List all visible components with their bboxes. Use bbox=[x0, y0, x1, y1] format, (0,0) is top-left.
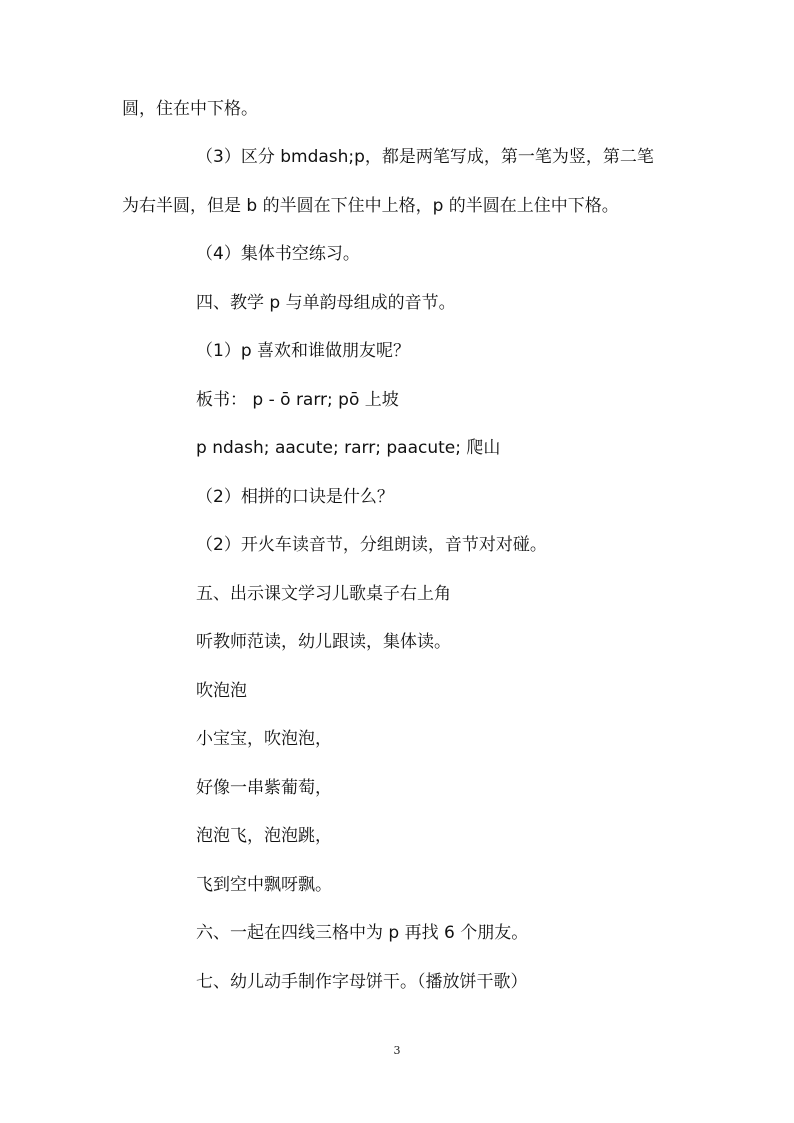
text-line-7: 板书： p - ō rarr; pō 上坡 bbox=[196, 390, 399, 410]
text-line-17: 飞到空中飘呀飘。 bbox=[196, 875, 332, 895]
text-line-9: （2）相拼的口诀是什么？ bbox=[196, 487, 394, 507]
text-line-2: （3）区分 bmdash;p，都是两笔写成，第一笔为竖，第二笔 bbox=[196, 147, 654, 167]
text-line-19: 七、幼儿动手制作字母饼干。（播放饼干歌） bbox=[196, 972, 528, 992]
text-line-15: 好像一串紫葡萄， bbox=[196, 778, 332, 798]
text-line-4: （4）集体书空练习。 bbox=[196, 244, 360, 264]
text-line-6: （1）p 喜欢和谁做朋友呢？ bbox=[196, 341, 411, 361]
text-line-1: 圆，住在中下格。 bbox=[122, 99, 258, 119]
text-line-10: （2）开火车读音节，分组朗读，音节对对碰。 bbox=[196, 535, 547, 555]
text-line-12: 听教师范读，幼儿跟读，集体读。 bbox=[196, 632, 451, 652]
text-line-3: 为右半圆，但是 b 的半圆在下住中上格，p 的半圆在上住中下格。 bbox=[122, 196, 619, 216]
text-line-13: 吹泡泡 bbox=[196, 681, 247, 701]
text-line-18: 六、一起在四线三格中为 p 再找 6 个朋友。 bbox=[196, 923, 529, 943]
text-line-5: 四、教学 p 与单韵母组成的音节。 bbox=[196, 293, 456, 313]
page-number: 3 bbox=[393, 1044, 401, 1057]
text-line-16: 泡泡飞，泡泡跳， bbox=[196, 826, 332, 846]
text-line-14: 小宝宝，吹泡泡， bbox=[196, 729, 332, 749]
text-line-11: 五、出示课文学习儿歌桌子右上角 bbox=[196, 584, 451, 604]
text-line-8: p ndash; aacute; rarr; paacute; 爬山 bbox=[196, 438, 501, 458]
